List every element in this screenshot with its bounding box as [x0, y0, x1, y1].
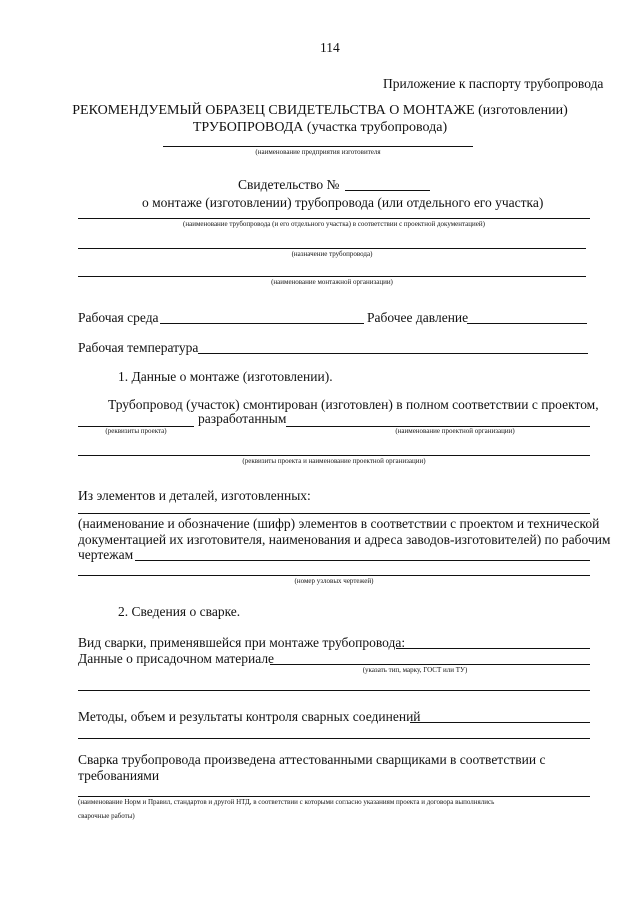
filler-material-label: Данные о присадочном материале — [78, 651, 275, 666]
assembly-drawings-line — [78, 575, 590, 576]
elements-text-line3: чертежам — [78, 547, 134, 562]
design-org-caption: (наименование проектной организации) — [395, 427, 515, 435]
pipeline-purpose-line — [78, 248, 586, 249]
inspection-line — [410, 722, 590, 723]
filler-extra-line — [78, 690, 590, 691]
elements-line — [78, 513, 590, 514]
project-details-org-line — [78, 455, 590, 456]
manufacturer-caption: (наименование предприятия изготовителя — [255, 148, 381, 156]
inspection-extra-line — [78, 738, 590, 739]
elements-intro: Из элементов и деталей, изготовленных: — [78, 488, 311, 503]
working-pressure-label: Рабочее давление — [367, 310, 469, 325]
working-drawings-line — [135, 560, 590, 561]
document-title-line1: РЕКОМЕНДУЕМЫЙ ОБРАЗЕЦ СВИДЕТЕЛЬСТВА О МОНТАЖЕ (изготовлении) — [72, 103, 568, 118]
certified-welders-line2: требованиями — [78, 768, 160, 783]
section2-heading: 2. Сведения о сварке. — [118, 604, 241, 619]
manufacturer-fill-line — [163, 146, 473, 147]
inspection-label: Методы, объем и результаты контроля сварных соединений — [78, 709, 421, 724]
working-medium-line — [160, 323, 364, 324]
filler-material-line — [270, 664, 590, 665]
filler-spec-caption: (указать тип, марку, ГОСТ или ТУ) — [362, 666, 468, 674]
document-title-line2: ТРУБОПРОВОДА (участка трубопровода) — [192, 120, 448, 135]
elements-text-line2: документацией их изготовителя, наименования и адреса заводов-изготовителей) по рабочим — [78, 532, 611, 547]
working-temperature-label: Рабочая температура — [78, 340, 199, 355]
pipeline-name-caption: (наименование трубопровода (и его отдельного участка) в соответствии с проектной документацией) — [183, 220, 485, 228]
welding-type-line — [396, 648, 590, 649]
pipeline-purpose-caption: (назначение трубопровода) — [291, 250, 373, 258]
pipeline-name-line — [78, 218, 590, 219]
welding-type-label: Вид сварки, применявшейся при монтаже трубопровода: — [78, 635, 406, 650]
developed-by-label: разработанным — [198, 411, 287, 426]
norms-caption-line2: сварочные работы) — [78, 812, 135, 820]
appendix-label: Приложение к паспорту трубопровода — [383, 76, 604, 91]
working-temperature-line — [198, 353, 588, 354]
norms-line — [78, 796, 590, 797]
section1-statement: Трубопровод (участок) смонтирован (изготовлен) в полном соответствии с проектом, — [108, 397, 599, 412]
certificate-subject: о монтаже (изготовлении) трубопровода (или отдельного его участка) — [142, 195, 544, 210]
certified-welders-line1: Сварка трубопровода произведена аттестованными сварщиками в соответствии с — [78, 752, 546, 767]
working-pressure-line — [467, 323, 587, 324]
certificate-number-line — [345, 190, 430, 191]
working-medium-label: Рабочая среда — [78, 310, 159, 325]
norms-caption-line1: (наименование Норм и Правил, стандартов и другой НТД, в соответствии с которыми согласно указаниям проекта и договора выполнялись — [78, 798, 495, 806]
page-number: 114 — [320, 40, 340, 55]
elements-text-line1: (наименование и обозначение (шифр) элементов в соответствии с проектом и технической — [78, 516, 600, 531]
project-details-org-caption: (реквизиты проекта и наименование проектной организации) — [242, 457, 426, 465]
assembly-drawings-caption: (номер узловых чертежей) — [294, 577, 374, 585]
installer-org-line — [78, 276, 586, 277]
installer-org-caption: (наименование монтажной организации) — [271, 278, 393, 286]
section1-heading: 1. Данные о монтаже (изготовлении). — [118, 369, 333, 384]
certificate-label: Свидетельство № — [238, 177, 340, 192]
project-details-caption: (реквизиты проекта) — [105, 427, 167, 435]
